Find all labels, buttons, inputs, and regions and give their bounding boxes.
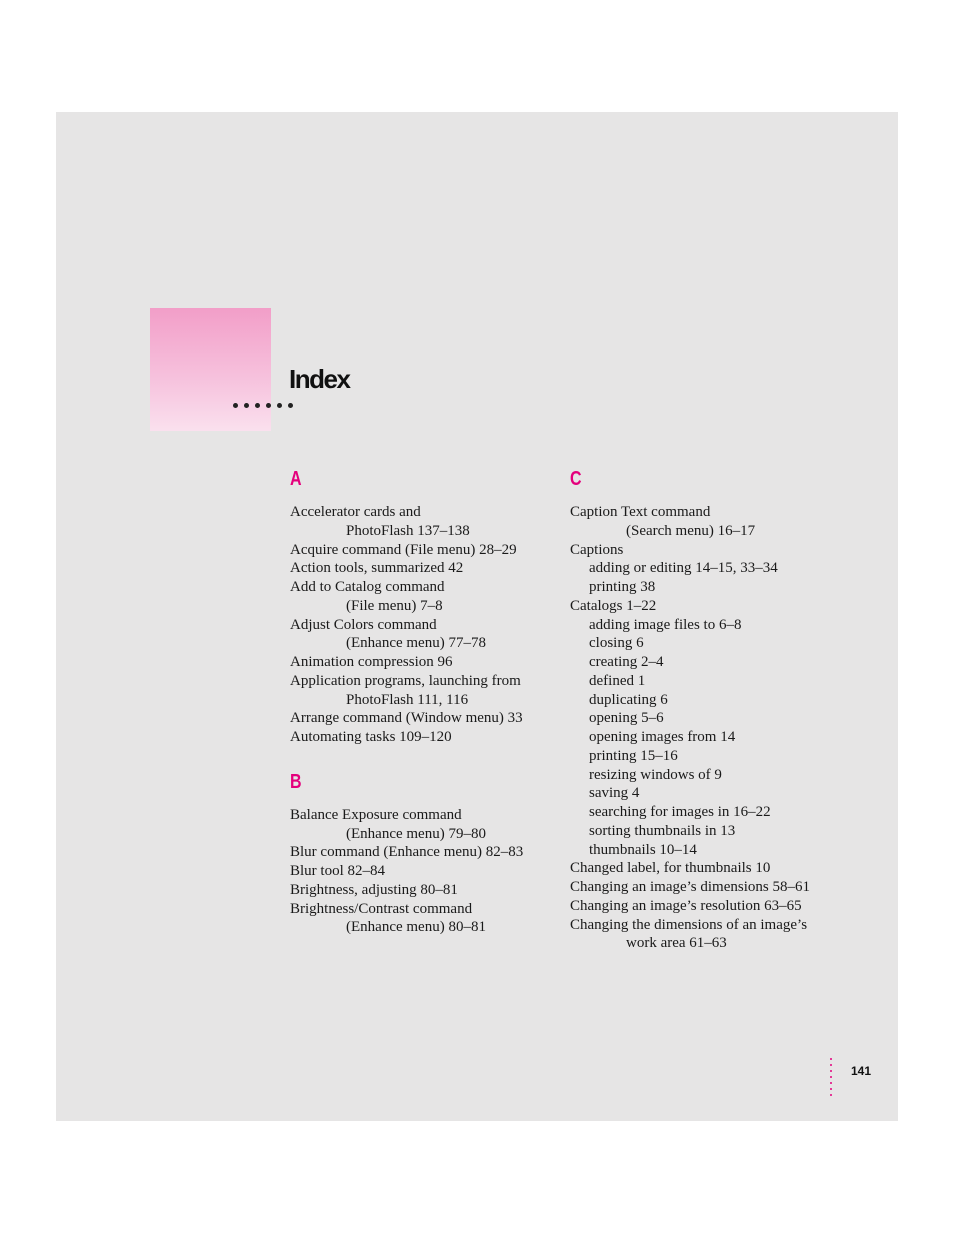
index-subentry: duplicating 6 xyxy=(589,691,668,708)
page-number-dot-rule xyxy=(830,1058,832,1096)
index-entry: Application programs, launching from xyxy=(290,672,521,689)
title-dot-rule xyxy=(233,403,293,408)
index-subentry: creating 2–4 xyxy=(589,654,664,670)
index-entry: Catalogs 1–22 xyxy=(570,597,657,614)
page-title: Index xyxy=(289,364,350,394)
section-b-entries xyxy=(290,806,560,937)
page-number: 141 xyxy=(851,1064,872,1078)
index-subentry: printing 15–16 xyxy=(589,747,678,764)
index-entry: Changing the dimensions of an image’s xyxy=(570,916,808,933)
index-subentry: adding image files to 6–8 xyxy=(589,616,742,633)
index-entry: Accelerator cards and xyxy=(290,504,421,520)
section-c-entries xyxy=(570,503,840,953)
index-entry: Brightness, adjusting 80–81 xyxy=(290,881,458,898)
index-entry: Blur tool 82–84 xyxy=(290,863,386,879)
index-entry-continuation: (Enhance menu) 80–81 xyxy=(346,919,486,936)
index-entry-continuation: work area 61–63 xyxy=(626,935,727,952)
index-entry: Add to Catalog command xyxy=(290,579,445,595)
index-entry: Automating tasks 109–120 xyxy=(290,729,452,745)
index-subentry: printing 38 xyxy=(589,579,656,595)
index-entry: Action tools, summarized 42 xyxy=(290,560,464,577)
index-entry: Blur command (Enhance menu) 82–83 xyxy=(290,844,524,861)
chapter-color-block xyxy=(150,308,271,431)
index-subentry: resizing windows of 9 xyxy=(589,766,722,783)
index-column-left xyxy=(290,466,560,937)
section-letter-b: B xyxy=(290,770,302,793)
index-entry: Brightness/Contrast command xyxy=(290,900,473,917)
section-a-entries xyxy=(290,503,560,747)
section-letter-a: A xyxy=(290,468,302,490)
index-entry-continuation: PhotoFlash 137–138 xyxy=(346,522,470,539)
index-entry: Changing an image’s resolution 63–65 xyxy=(570,897,802,914)
index-subentry: searching for images in 16–22 xyxy=(589,804,771,820)
index-subentry: saving 4 xyxy=(589,785,640,802)
index-entry-continuation: (Enhance menu) 77–78 xyxy=(346,635,486,652)
index-subentry: adding or editing 14–15, 33–34 xyxy=(589,560,778,577)
index-subentry: defined 1 xyxy=(589,672,646,689)
index-entry-continuation: (File menu) 7–8 xyxy=(346,597,443,614)
index-subentry: opening 5–6 xyxy=(589,710,664,727)
index-entry: Captions xyxy=(570,541,624,558)
index-subentry: closing 6 xyxy=(589,635,644,652)
index-entry: Arrange command (Window menu) 33 xyxy=(290,710,523,727)
section-letter-c: C xyxy=(570,468,582,490)
index-subentry: sorting thumbnails in 13 xyxy=(589,822,736,839)
index-entry: Balance Exposure command xyxy=(290,806,462,823)
index-entry-continuation: (Enhance menu) 79–80 xyxy=(346,825,486,842)
index-entry: Changing an image’s dimensions 58–61 xyxy=(570,879,810,895)
index-column-right xyxy=(570,466,840,953)
index-subentry: thumbnails 10–14 xyxy=(589,841,697,858)
index-entry-continuation: PhotoFlash 111, 116 xyxy=(346,691,469,708)
index-entry: Changed label, for thumbnails 10 xyxy=(570,860,771,877)
index-entry: Adjust Colors command xyxy=(290,616,437,633)
index-entry-continuation: (Search menu) 16–17 xyxy=(626,522,756,539)
index-entry: Caption Text command xyxy=(570,504,711,520)
index-subentry: opening images from 14 xyxy=(589,729,736,745)
index-entry: Acquire command (File menu) 28–29 xyxy=(290,541,517,558)
index-entry: Animation compression 96 xyxy=(290,654,453,670)
